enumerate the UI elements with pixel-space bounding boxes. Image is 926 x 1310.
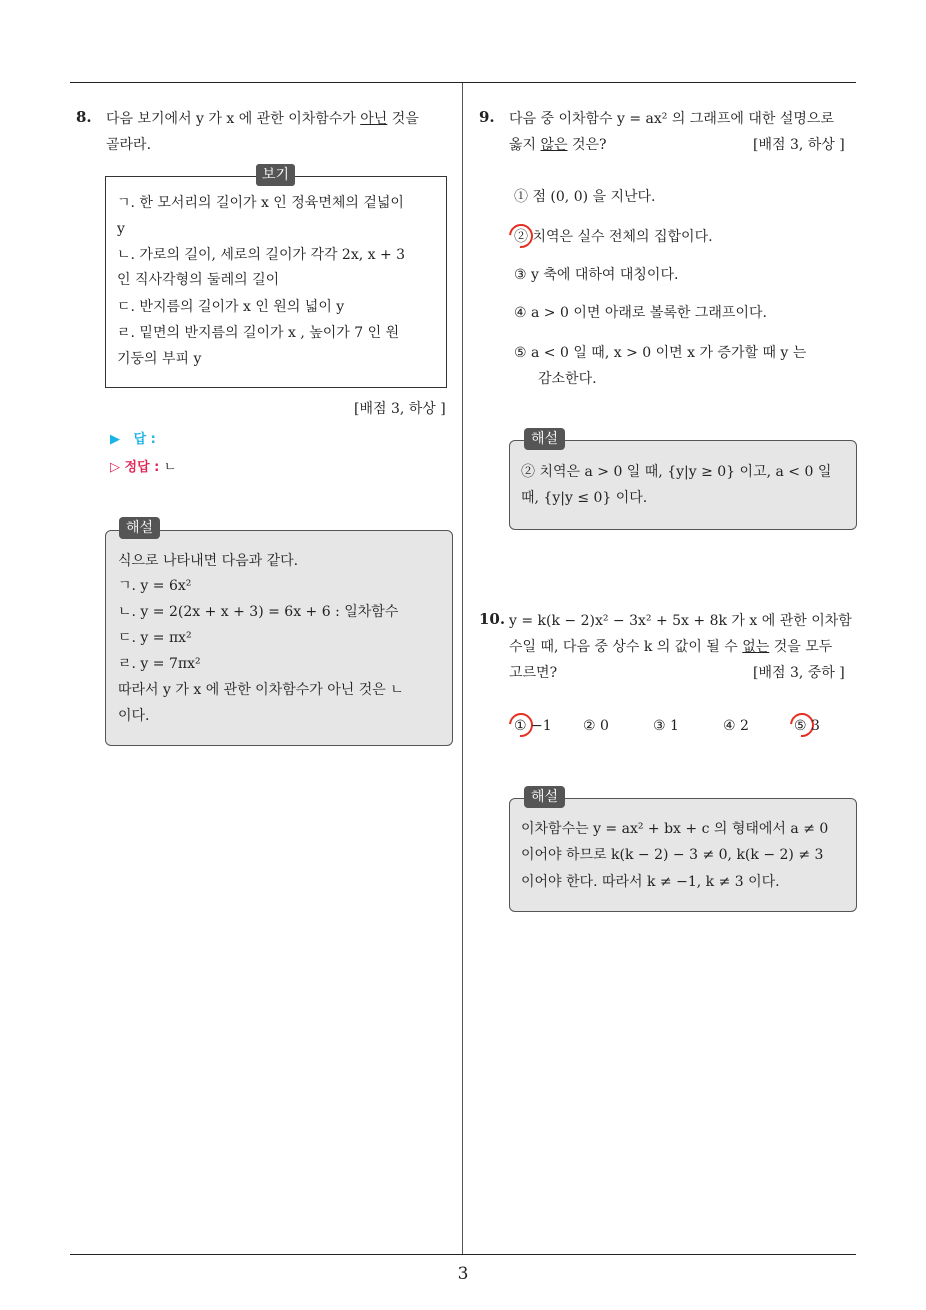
solution-label: 해설 [524, 428, 565, 450]
score-label: [배점 3, 중하 ] [753, 665, 845, 681]
option-3: ③ y 축에 대하여 대칭이다. [514, 267, 679, 283]
bogi-line: y [117, 221, 125, 237]
option-5: ⑤ 3 [794, 718, 820, 734]
correct-answer-row [110, 456, 176, 475]
answer-row [110, 428, 156, 447]
answer-label: 답 : [133, 432, 156, 447]
solution-line: ㄱ. y = 6x² [118, 578, 192, 594]
solution-box [509, 440, 857, 530]
column-divider [462, 83, 463, 1254]
bogi-line: ㄱ. 한 모서리의 길이가 x 인 정육면체의 겉넓이 [117, 195, 404, 211]
solution-line: ㄹ. y = 7πx² [118, 656, 201, 672]
correct-answer-label: 정답 : [124, 460, 160, 475]
triangle-outline-icon: ▷ [110, 460, 120, 475]
option-2: ② 0 [583, 718, 609, 734]
solution-label: 해설 [524, 786, 565, 808]
bogi-line: ㄹ. 밑면의 반지름의 길이가 x , 높이가 7 인 원 [117, 325, 400, 341]
question-number: 10. [479, 610, 506, 628]
triangle-filled-icon: ▶ [110, 432, 120, 447]
solution-line: 때, {y|y ≤ 0} 이다. [521, 490, 648, 506]
solution-label: 해설 [119, 517, 160, 539]
solution-line: 이다. [118, 708, 150, 724]
solution-line: 따라서 y 가 x 에 관한 이차함수가 아닌 것은 ㄴ [118, 682, 404, 698]
bogi-line: ㄷ. 반지름의 길이가 x 인 원의 넓이 y [117, 299, 345, 315]
correct-answer-value: ㄴ [163, 460, 177, 475]
option-1: ① 점 (0, 0) 을 지난다. [514, 189, 656, 205]
top-rule [70, 82, 856, 83]
solution-line: ㄷ. y = πx² [118, 630, 192, 646]
question-text-line-3: 고르면? [509, 665, 558, 681]
question-text-line-1: 다음 보기에서 y 가 x 에 관한 이차함수가 아닌 것을 [106, 111, 419, 127]
question-text-line-2: 수일 때, 다음 중 상수 k 의 값이 될 수 없는 것을 모두 [509, 639, 833, 655]
solution-line: 이어야 하므로 k(k − 2) − 3 ≠ 0, k(k − 2) ≠ 3 [521, 847, 824, 863]
solution-line: ㄴ. y = 2(2x + x + 3) = 6x + 6 : 일차함수 [118, 604, 399, 620]
bottom-rule [70, 1254, 856, 1255]
question-number: 9. [479, 108, 495, 126]
option-5-continued: 감소한다. [538, 371, 597, 387]
option-2: ② 치역은 실수 전체의 집합이다. [514, 229, 713, 245]
solution-line: 이차함수는 y = ax² + bx + c 의 형태에서 a ≠ 0 [521, 821, 829, 837]
bogi-line: ㄴ. 가로의 길이, 세로의 길이가 각각 2x, x + 3 [117, 247, 406, 263]
page-number: 3 [457, 1264, 469, 1284]
score-label: [배점 3, 하상 ] [753, 137, 845, 153]
question-text-line-2: 골라라. [106, 137, 152, 153]
option-5: ⑤ a < 0 일 때, x > 0 이면 x 가 증가할 때 y 는 [514, 345, 807, 361]
option-4: ④ 2 [723, 718, 749, 734]
solution-line: 이어야 한다. 따라서 k ≠ −1, k ≠ 3 이다. [521, 874, 780, 890]
option-3: ③ 1 [653, 718, 679, 734]
question-text-line-1: 다음 중 이차함수 y = ax² 의 그래프에 대한 설명으로 [509, 111, 834, 127]
bogi-line: 기둥의 부피 y [117, 351, 202, 367]
solution-line: ② 치역은 a > 0 일 때, {y|y ≥ 0} 이고, a < 0 일 [521, 464, 832, 480]
solution-line: 식으로 나타내면 다음과 같다. [118, 553, 299, 569]
score-label: [배점 3, 하상 ] [354, 401, 446, 417]
question-number: 8. [76, 108, 92, 126]
question-text-line-1: y = k(k − 2)x² − 3x² + 5x + 8k 가 x 에 관한 이차함 [509, 613, 852, 629]
option-4: ④ a > 0 이면 아래로 볼록한 그래프이다. [514, 305, 767, 321]
bogi-line: 인 직사각형의 둘레의 길이 [117, 272, 280, 288]
question-text-line-2: 옳지 않은 것은? [509, 137, 607, 153]
bogi-label: 보기 [256, 164, 295, 186]
option-1: ① −1 [514, 718, 552, 734]
